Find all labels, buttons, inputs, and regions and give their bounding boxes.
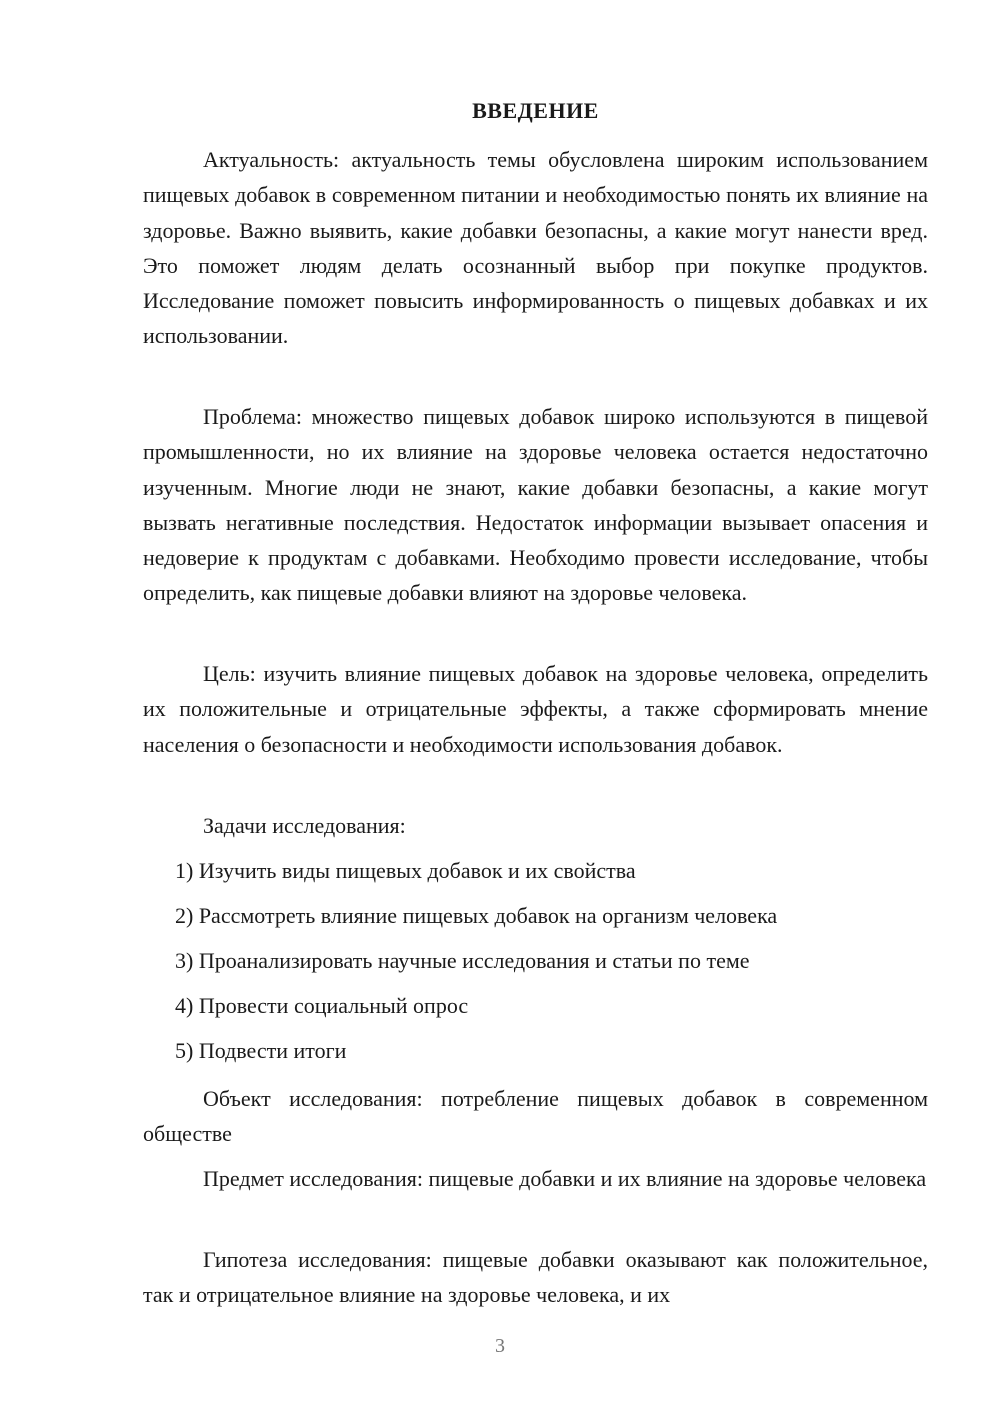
page-title: ВВЕДЕНИЕ [472,98,599,123]
paragraph-relevance: Актуальность: актуальность темы обусловлена широким использованием пищевых добавок в современном питании и необходимостью понять их влияние на здоровье. Важно выявить, какие добавки безопасны, а какие могут нанести вред. Это поможет людям делать осознанный выбор при покупке продуктов. Исследование поможет повысить информированность о пищевых добавках и их использовании. [143,147,928,349]
list-item: 1) Изучить виды пищевых добавок и их свойства [175,858,636,883]
list-item: 3) Проанализировать научные исследования и статьи по теме [175,948,750,973]
paragraph-subject: Предмет исследования: пищевые добавки и их влияние на здоровье человека [203,1166,927,1191]
paragraph-hypothesis: Гипотеза исследования: пищевые добавки оказывают как положительное, так и отрицательное влияние на здоровье человека, и их [143,1247,928,1308]
paragraph-object: Объект исследования: потребление пищевых добавок в современном обществе [143,1086,928,1147]
tasks-heading: Задачи исследования: [203,813,406,838]
paragraph-goal: Цель: изучить влияние пищевых добавок на здоровье человека, определить их положительные и отрицательные эффекты, а также сформировать мнение населения о безопасности и необходимости использования добавок. [143,661,928,757]
list-item: 2) Рассмотреть влияние пищевых добавок на организм человека [175,903,778,928]
page-number: 3 [495,1335,505,1357]
list-item: 4) Провести социальный опрос [175,993,469,1018]
paragraph-problem: Проблема: множество пищевых добавок широко используются в пищевой промышленности, но их влияние на здоровье человека остается недостаточно изученным. Многие люди не знают, какие добавки безопасны, а какие могут вызвать негативные последствия. Недостаток информации вызывает опасения и недоверие к продуктам с добавками. Необходимо провести исследование, чтобы определить, как пищевые добавки влияют на здоровье человека. [143,404,928,606]
list-item: 5) Подвести итоги [175,1038,347,1063]
